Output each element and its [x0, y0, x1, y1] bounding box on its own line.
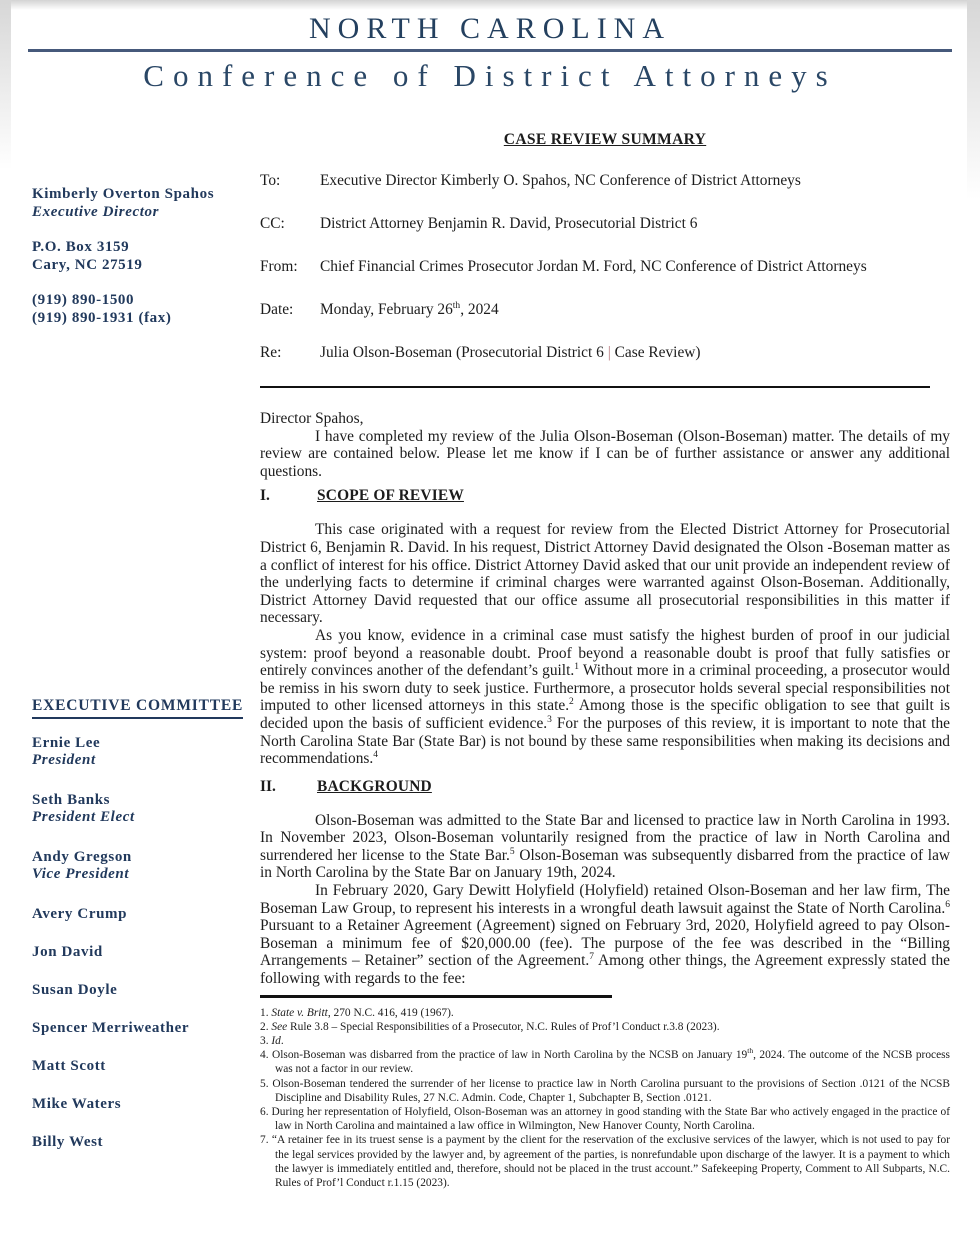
- memo-field-label: CC:: [260, 215, 285, 232]
- committee-member: [32, 906, 250, 923]
- member-name: Jon David: [32, 944, 103, 960]
- member-title: Vice President: [32, 866, 130, 882]
- memo-field-value: District Attorney Benjamin R. David, Prosecutorial District 6: [320, 215, 698, 232]
- letterhead-org-name: Conference of District Attorneys: [143, 58, 837, 93]
- committee-member: [32, 944, 250, 961]
- committee-member: [32, 1020, 250, 1037]
- memo-field-label: To:: [260, 172, 281, 189]
- phone-line: (919) 890-1500: [32, 292, 135, 308]
- committee-member: [32, 1096, 250, 1113]
- memo-field-value: Julia Olson-Boseman (Prosecutorial District 6 | Case Review): [320, 344, 701, 361]
- memo-field-value: Executive Director Kimberly O. Spahos, NC Conference of District Attorneys: [320, 172, 801, 189]
- background-paragraph-1: Olson-Boseman was admitted to the State Bar and licensed to practice law in North Carolina in 1993. In November 2023, Olson-Boseman voluntarily resigned from the practice of law in North Carolina and surrendered her license to the State Bar.$^5$ Olson-Boseman was subsequently disbarred from the practice of law in North Carolina by the State Bar on January 19th, 2024.: [260, 811, 951, 882]
- section-number: II.: [260, 777, 276, 795]
- memo-field-re: [260, 343, 950, 362]
- scope-paragraph-2: As you know, evidence in a criminal case must satisfy the highest burden of proof in our judicial system: proof beyond a reasonable doubt. Proof beyond a reasonable doubt is proof that fully satisfies or entirely convinces another of the defendant’s guilt.$^1$ Without more in a criminal proceeding, a prosecutor would be remiss in his sworn duty to seek justice. Furthermore, a prosecutor holds several special responsibilities not imputed to other licensed attorneys in this state.$^2$ Among those is the specific obligation to see that guilt is decided upon the basis of sufficient evidence.$^3$ For the purposes of this review, it is important to note that the North Carolina State Bar (State Bar) is not bound by these same responsibilities when making its decisions and recommendations.$^4$: [260, 626, 950, 768]
- member-name: Matt Scott: [32, 1058, 106, 1074]
- memo-field-value: Monday, February 26th, 2024: [320, 300, 499, 318]
- memo-field-date: [260, 300, 950, 319]
- member-name: Billy West: [32, 1134, 104, 1150]
- committee-member: [32, 735, 250, 769]
- section-heading-background: [260, 777, 950, 796]
- address-line: P.O. Box 3159: [32, 239, 130, 255]
- footnote-5: 5. Olson-Boseman tendered the surrender of her license to practice law in North Carolina pursuant to the provisions of Section .0121 of the NCSB Discipline and Disability Rules, 27 N.C. Admin. Code, Chapter 1, Subchapter B, Section .0121.: [260, 1077, 950, 1104]
- committee-member: [32, 792, 250, 826]
- memo-divider-rule: [260, 386, 930, 388]
- memo-field-label: Date:: [260, 301, 294, 318]
- member-name: Susan Doyle: [32, 982, 118, 998]
- director-name: Kimberly Overton Spahos: [32, 186, 215, 202]
- letterhead: [0, 12, 980, 96]
- memo-field-value: Chief Financial Crimes Prosecutor Jordan M. Ford, NC Conference of District Attorneys: [320, 258, 867, 275]
- memo-field-label: Re:: [260, 344, 282, 361]
- member-name: Spencer Merriweather: [32, 1020, 190, 1036]
- section-heading-scope: [260, 486, 950, 505]
- footnote-4: 4. Olson-Boseman was disbarred from the practice of law in North Carolina by the NCSB on January 19th, 2024. The outcome of the NCSB process was not a factor in our review.: [260, 1046, 950, 1076]
- letterhead-state: NORTH CAROLINA: [308, 12, 672, 45]
- member-title: President Elect: [32, 809, 135, 825]
- memo-field-to: [260, 171, 950, 190]
- footnote-2: 2. See Rule 3.8 – Special Responsibilities of a Prosecutor, N.C. Rules of Prof’l Conduct r.3.8 (2023).: [260, 1020, 720, 1033]
- member-title: President: [32, 752, 96, 768]
- address-line: Cary, NC 27519: [32, 257, 143, 273]
- phone-line: (919) 890-1931 (fax): [32, 310, 172, 326]
- memo-field-label: From:: [260, 258, 298, 275]
- member-name: Andy Gregson: [32, 849, 132, 865]
- committee-member: [32, 1134, 250, 1151]
- footnote-7: 7. “A retainer fee in its truest sense is a payment by the client for the reservation of the exclusive services of the lawyer, which is not used to pay for the legal services provided by the lawyer and, by agreement of the parties, is nonrefundable upon discharge of the lawyer. It is a payment to which the lawyer is immediately entitled and, therefore, should not be placed in the trust account.” Safekeeping Property, Comment to All Subparts, N.C. Rules of Prof’l Conduct r.1.15 (2023).: [260, 1134, 950, 1190]
- committee-member: [32, 1058, 250, 1075]
- footnote-6: 6. During her representation of Holyfield, Olson-Boseman was an attorney in good standing with the State Bar who actively engaged in the practice of law in North Carolina and maintained a law office in Wilmington, New Hanover County, North Carolina.: [260, 1106, 950, 1133]
- salutation: Director Spahos,: [260, 410, 364, 427]
- scope-paragraph-1: This case originated with a request for review from the Elected District Attorney for Prosecutorial District 6, Benjamin R. David. In his request, District Attorney David designated the Olson -Boseman matter as a conflict of interest for his office. District Attorney David asked that our unit provide an independent review of the underlying facts to determine if criminal charges were warranted against Olson-Boseman. Additionally, District Attorney David requested that our office assume all prosecutorial responsibilities in this matter if necessary.: [260, 521, 950, 627]
- scan-edge-top: [0, 0, 980, 10]
- section-number: I.: [260, 487, 270, 505]
- footnote-1: 1. State v. Britt, 270 N.C. 416, 419 (1967).: [260, 1006, 454, 1019]
- member-name: Ernie Lee: [32, 735, 101, 751]
- letterhead-rule: [28, 49, 952, 52]
- executive-committee-block: [32, 697, 250, 1172]
- memo-title: CASE REVIEW SUMMARY: [503, 131, 707, 148]
- committee-member: [32, 849, 250, 883]
- memo-body: [260, 131, 950, 1190]
- member-name: Mike Waters: [32, 1096, 122, 1112]
- footnote-3: 3. Id.: [260, 1035, 284, 1048]
- committee-heading: EXECUTIVE COMMITTEE: [32, 697, 243, 719]
- memo-field-from: [260, 257, 950, 276]
- director-title: Executive Director: [32, 204, 160, 220]
- member-name: Seth Banks: [32, 792, 111, 808]
- section-title: SCOPE OF REVIEW: [317, 487, 464, 505]
- footnote-separator-rule: [260, 995, 612, 998]
- footnotes-block: [260, 1006, 950, 1191]
- intro-paragraph: I have completed my review of the Julia Olson-Boseman (Olson-Boseman) matter. The details of my review are contained below. Please let me know if I can be of further assistance or answer any additional questions.: [260, 427, 950, 480]
- committee-member: [32, 982, 250, 999]
- memo-field-cc: [260, 214, 950, 233]
- director-contact-block: [32, 185, 250, 327]
- section-title: BACKGROUND: [317, 777, 432, 795]
- background-paragraph-2: In February 2020, Gary Dewitt Holyfield (Holyfield) retained Olson-Boseman and her law firm, The Boseman Law Group, to represent his interests in a wrongful death lawsuit against the State of North Carolina.$^6$ Pursuant to a Retainer Agreement (Agreement) signed on February 3rd, 2020, Holyfield agreed to pay Olson-Boseman a minimum fee of $20,000.00 (fee). The purpose of the fee was described in the “Billing Arrangements – Retainer” section of the Agreement.$^7$ Among other things, the Agreement expressly stated the following with regards to the fee:: [260, 882, 950, 988]
- member-name: Avery Crump: [32, 906, 128, 922]
